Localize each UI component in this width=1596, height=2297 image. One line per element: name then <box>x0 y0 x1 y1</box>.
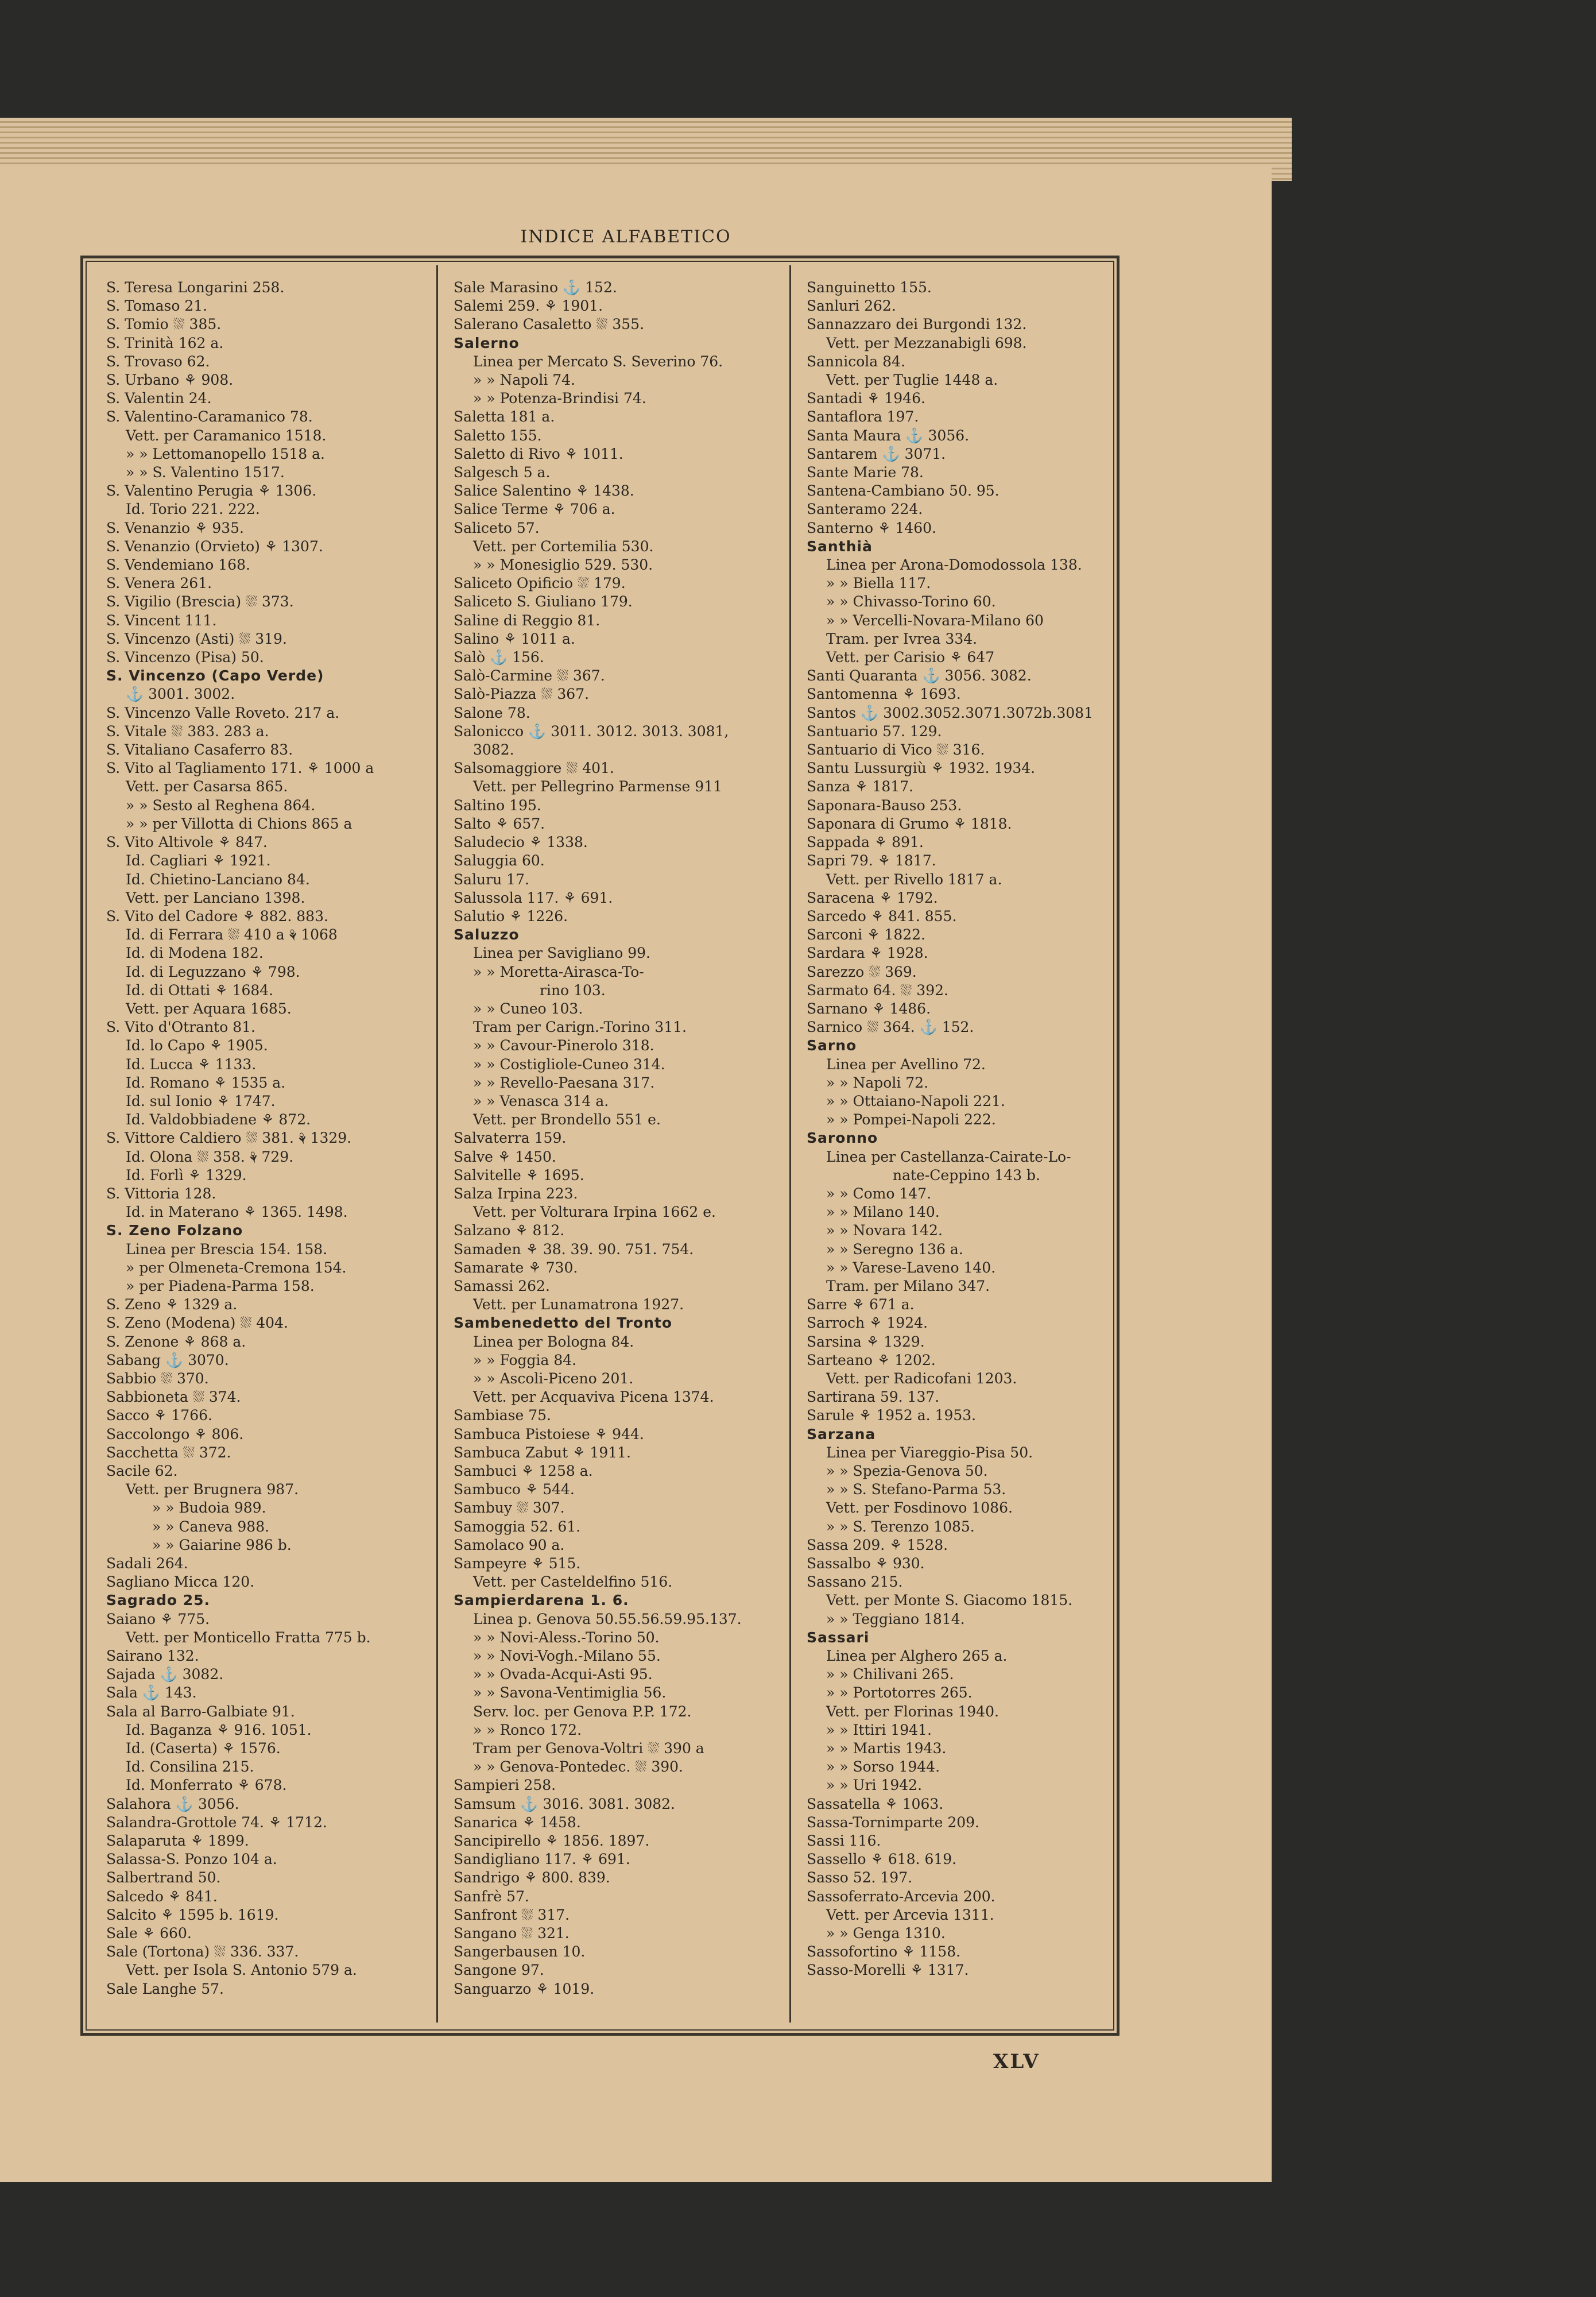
index-entry: S. Vittoria 128. <box>106 1185 216 1202</box>
index-entry: Sangano ⛆ 321. <box>454 1925 570 1942</box>
index-entry: S. Vito d'Otranto 81. <box>106 1019 255 1036</box>
index-entry: Sassatella ⚘ 1063. <box>807 1795 944 1812</box>
index-entry: Salahora ⚓ 3056. <box>106 1795 239 1812</box>
index-entry: Sampeyre ⚘ 515. <box>454 1555 581 1572</box>
index-entry: Samolaco 90 a. <box>454 1536 565 1553</box>
index-entry: Saccolongo ⚘ 806. <box>106 1425 244 1443</box>
index-entry: Santuario 57. 129. <box>807 722 942 740</box>
index-entry: Sandigliano 117. ⚘ 691. <box>454 1851 630 1868</box>
index-entry: Santuario di Vico ⛆ 316. <box>807 741 985 759</box>
index-entry: Linea per Bologna 84. <box>473 1333 634 1350</box>
index-entry: Vett. per Tuglie 1448 a. <box>826 372 998 389</box>
index-entry: » » Martis 1943. <box>826 1740 947 1757</box>
index-entry: S. Zeno (Modena) ⛆ 404. <box>106 1314 288 1332</box>
index-entry: S. Valentin 24. <box>106 390 212 407</box>
index-entry: Salcedo ⚘ 841. <box>106 1888 218 1905</box>
index-entry: Sappada ⚘ 891. <box>807 834 924 851</box>
index-entry: » » Novara 142. <box>826 1222 943 1239</box>
index-entry: Salò-Carmine ⛆ 367. <box>454 667 605 685</box>
index-entry: Saluggia 60. <box>454 852 545 869</box>
index-entry: Id. Cagliari ⚘ 1921. <box>126 852 271 869</box>
index-entry: Salice Terme ⚘ 706 a. <box>454 501 615 518</box>
index-entry: Vett. per Cortemilia 530. <box>473 537 654 555</box>
index-entry: » » Genga 1310. <box>826 1925 946 1942</box>
index-entry: Salbertrand 50. <box>106 1869 221 1886</box>
index-entry: Sairano 132. <box>106 1648 199 1665</box>
index-entry: Salzano ⚘ 812. <box>454 1222 565 1239</box>
index-entry: Vett. per Volturara Irpina 1662 e. <box>473 1204 716 1221</box>
index-entry: Id. Lucca ⚘ 1133. <box>126 1055 257 1073</box>
index-entry: Vett. per Pellegrino Parmense 911 <box>473 778 723 795</box>
index-entry: Sabang ⚓ 3070. <box>106 1351 229 1368</box>
index-entry: Salve ⚘ 1450. <box>454 1148 556 1165</box>
index-entry: Santarem ⚓ 3071. <box>807 445 946 462</box>
index-entry: S. Teresa Longarini 258. <box>106 279 285 296</box>
index-entry: Saliceto S. Giuliano 179. <box>454 593 633 610</box>
index-entry: Linea per Alghero 265 a. <box>826 1648 1008 1665</box>
index-entry: Vett. per Brugnera 987. <box>126 1481 299 1498</box>
index-entry: Sagliano Micca 120. <box>106 1573 255 1591</box>
index-entry: S. Vitale ⛆ 383. 283 a. <box>106 722 269 740</box>
index-entry: Sartirana 59. 137. <box>807 1389 940 1406</box>
index-entry: Sajada ⚓ 3082. <box>106 1666 224 1683</box>
index-entry: S. Vitaliano Casaferro 83. <box>106 741 293 759</box>
index-entry: Sannazzaro dei Burgondi 132. <box>807 316 1027 333</box>
index-entry: S. Vito al Tagliamento 171. ⚘ 1000 a <box>106 760 374 777</box>
index-entry: Sassa-Tornimparte 209. <box>807 1813 980 1831</box>
index-entry: Vett. per Mezzanabigli 698. <box>826 334 1027 351</box>
index-entry: » » Chivasso-Torino 60. <box>826 593 996 610</box>
index-entry: Samarate ⚘ 730. <box>454 1259 578 1276</box>
index-entry: » » Moretta-Airasca-To- <box>473 963 644 980</box>
index-entry: Id. Baganza ⚘ 916. 1051. <box>126 1721 312 1738</box>
index-entry: Salone 78. <box>454 704 530 721</box>
index-entry: Sala ⚓ 143. <box>106 1684 197 1702</box>
index-entry: Salò ⚓ 156. <box>454 649 544 666</box>
index-entry: Salemi 259. ⚘ 1901. <box>454 297 603 315</box>
index-entry: Id. Chietino-Lanciano 84. <box>126 871 310 888</box>
index-entry: Sanarica ⚘ 1458. <box>454 1813 581 1831</box>
index-entry: Sanluri 262. <box>807 297 896 315</box>
index-entry: Sambuy ⛆ 307. <box>454 1499 565 1517</box>
index-entry: Sante Marie 78. <box>807 464 924 481</box>
index-entry: S. Vigilio (Brescia) ⛆ 373. <box>106 593 294 610</box>
index-entry: Linea p. Genova 50.55.56.59.95.137. <box>473 1610 742 1627</box>
index-entry: Saracena ⚘ 1792. <box>807 889 938 906</box>
index-entry: Sapri 79. ⚘ 1817. <box>807 852 936 869</box>
index-entry: Vett. per Fosdinovo 1086. <box>826 1499 1013 1517</box>
index-entry: Linea per Brescia 154. 158. <box>126 1240 328 1258</box>
index-entry: Santomenna ⚘ 1693. <box>807 686 961 703</box>
index-entry: » » Ascoli-Piceno 201. <box>473 1370 634 1387</box>
index-entry: Santena-Cambiano 50. 95. <box>807 482 1000 500</box>
index-entry: Saliceto 57. <box>454 519 540 536</box>
index-entry: Salerano Casaletto ⛆ 355. <box>454 316 645 333</box>
index-entry: Sale (Tortona) ⛆ 336. 337. <box>106 1943 299 1960</box>
index-entry: Sambuci ⚘ 1258 a. <box>454 1463 593 1479</box>
index-entry: » per Olmeneta-Cremona 154. <box>126 1259 347 1276</box>
index-entry: Salgesch 5 a. <box>454 464 551 481</box>
index-entry: Id. in Materano ⚘ 1365. 1498. <box>126 1204 348 1221</box>
index-entry: Salussola 117. ⚘ 691. <box>454 889 613 906</box>
index-entry: Vett. per Lanciano 1398. <box>126 889 305 906</box>
index-entry: Vett. per Florinas 1940. <box>826 1703 999 1720</box>
index-entry: Sale ⚘ 660. <box>106 1925 192 1942</box>
index-entry: » » Venasca 314 a. <box>473 1092 609 1109</box>
index-entry: Id. Olona ⛆ 358. ⚘ 729. <box>126 1148 294 1165</box>
index-entry: Vett. per Rivello 1817 a. <box>826 871 1002 888</box>
index-entry: » » Biella 117. <box>826 575 931 592</box>
index-entry: Saluru 17. <box>454 871 529 888</box>
index-heading: S. Zeno Folzano <box>106 1222 243 1239</box>
index-entry: Tram per Carign.-Torino 311. <box>473 1019 687 1036</box>
index-entry: S. Vito del Cadore ⚘ 882. 883. <box>106 907 328 925</box>
column-rule <box>789 265 791 2023</box>
index-heading: Sambenedetto del Tronto <box>454 1314 673 1332</box>
index-entry: Sale Langhe 57. <box>106 1980 224 1997</box>
index-entry: » » Napoli 74. <box>473 372 576 389</box>
index-entry: Id. Valdobbiadene ⚘ 872. <box>126 1111 311 1128</box>
index-entry: Salvitelle ⚘ 1695. <box>454 1166 584 1184</box>
index-entry: » » Milano 140. <box>826 1204 940 1221</box>
index-entry: S. Vincent 111. <box>106 612 217 629</box>
index-entry: » » Foggia 84. <box>473 1351 577 1368</box>
index-entry: Vett. per Casarsa 865. <box>126 778 288 795</box>
index-entry: Vett. per Caramanico 1518. <box>126 427 327 444</box>
index-entry: Sambuca Zabut ⚘ 1911. <box>454 1444 631 1461</box>
index-entry: Id. Forlì ⚘ 1329. <box>126 1166 247 1184</box>
index-entry: Saletto 155. <box>454 427 542 444</box>
index-entry: Serv. loc. per Genova P.P. 172. <box>473 1703 692 1720</box>
index-entry: Sambuca Pistoiese ⚘ 944. <box>454 1425 644 1443</box>
page-number: XLV <box>993 2050 1040 2073</box>
index-entry: Linea per Arona-Domodossola 138. <box>826 556 1082 574</box>
index-entry: Salice Salentino ⚘ 1438. <box>454 482 634 500</box>
index-entry: Id. Monferrato ⚘ 678. <box>126 1777 287 1794</box>
index-entry: Sassoferrato-Arcevia 200. <box>807 1888 995 1905</box>
index-entry: Vett. per Monticello Fratta 775 b. <box>126 1629 371 1646</box>
index-entry: Sacchetta ⛆ 372. <box>106 1444 231 1461</box>
index-heading: Salerno <box>454 334 520 351</box>
index-entry: Sassofortino ⚘ 1158. <box>807 1943 961 1960</box>
index-entry: Linea per Castellanza-Cairate-Lo- <box>826 1148 1071 1165</box>
index-entry: Salcito ⚘ 1595 b. 1619. <box>106 1906 279 1923</box>
index-entry: Sanguarzo ⚘ 1019. <box>454 1980 595 1997</box>
index-entry: » » Ittiri 1941. <box>826 1721 932 1738</box>
index-entry: Id. sul Ionio ⚘ 1747. <box>126 1092 276 1109</box>
index-heading: S. Vincenzo (Capo Verde) <box>106 667 324 685</box>
index-entry: Sasso-Morelli ⚘ 1317. <box>807 1962 969 1979</box>
index-entry: Santu Lussurgiù ⚘ 1932. 1934. <box>807 760 1036 777</box>
index-entry: » » Gaiarine 986 b. <box>152 1536 292 1553</box>
index-heading: Sarno <box>807 1037 857 1054</box>
index-entry: Sarmato 64. ⛆ 392. <box>807 981 948 999</box>
index-entry: » » Genova-Pontedec. ⛆ 390. <box>473 1758 683 1776</box>
index-entry: » » Portotorres 265. <box>826 1684 973 1702</box>
index-entry: Sanfront ⛆ 317. <box>454 1906 570 1923</box>
index-entry: S. Trovaso 62. <box>106 353 210 370</box>
index-entry: Sassano 215. <box>807 1573 903 1591</box>
index-entry: Salassa-S. Ponzo 104 a. <box>106 1851 277 1868</box>
index-entry: » » per Villotta di Chions 865 a <box>126 815 352 832</box>
index-entry: Id. di Ferrara ⛆ 410 a ⚘ 1068 <box>126 926 338 943</box>
index-entry: S. Valentino Perugia ⚘ 1306. <box>106 482 317 500</box>
index-entry: Sannicola 84. <box>807 353 905 370</box>
index-entry: » » Savona-Ventimiglia 56. <box>473 1684 667 1702</box>
index-entry: Saponara-Bauso 253. <box>807 796 962 814</box>
index-entry: Sanza ⚘ 1817. <box>807 778 914 795</box>
index-entry: Vett. per Casteldelfino 516. <box>473 1573 673 1591</box>
index-entry: » » Cuneo 103. <box>473 1000 583 1017</box>
index-entry: Sarule ⚘ 1952 a. 1953. <box>807 1407 977 1424</box>
index-entry: Saline di Reggio 81. <box>454 612 601 629</box>
index-entry: Vett. per Isola S. Antonio 579 a. <box>126 1962 357 1979</box>
index-entry: Sangerbausen 10. <box>454 1943 586 1960</box>
index-entry: ⚓ 3001. 3002. <box>126 686 235 703</box>
index-entry: Saltino 195. <box>454 796 541 814</box>
index-entry: Sasso 52. 197. <box>807 1869 913 1886</box>
index-entry: » » Ronco 172. <box>473 1721 582 1738</box>
index-entry: Saiano ⚘ 775. <box>106 1610 210 1627</box>
index-entry: Sardara ⚘ 1928. <box>807 945 928 962</box>
index-entry: Sambuco ⚘ 544. <box>454 1481 575 1498</box>
index-entry: Salandra-Grottole 74. ⚘ 1712. <box>106 1813 327 1831</box>
index-entry: Sandrigo ⚘ 800. 839. <box>454 1869 610 1886</box>
index-entry: Vett. per Carisio ⚘ 647 <box>826 649 995 666</box>
index-entry: S. Valentino-Caramanico 78. <box>106 408 313 426</box>
index-entry: Sarre ⚘ 671 a. <box>807 1296 915 1313</box>
index-entry: Tram. per Milano 347. <box>826 1277 990 1294</box>
index-entry: Sala al Barro-Galbiate 91. <box>106 1703 295 1720</box>
index-entry: S. Tomio ⛆ 385. <box>106 316 222 333</box>
index-entry: Saletta 181 a. <box>454 408 555 426</box>
index-entry: Salonicco ⚓ 3011. 3012. 3013. 3081, <box>454 722 729 740</box>
index-entry: » » Novi-Vogh.-Milano 55. <box>473 1648 661 1665</box>
index-entry: » per Piadena-Parma 158. <box>126 1277 315 1294</box>
index-entry: S. Zeno ⚘ 1329 a. <box>106 1296 238 1313</box>
index-entry: rino 103. <box>540 981 606 999</box>
index-entry: » » Ottaiano-Napoli 221. <box>826 1092 1005 1109</box>
index-entry: Saletto di Rivo ⚘ 1011. <box>454 445 623 462</box>
index-entry: » » S. Stefano-Parma 53. <box>826 1481 1006 1498</box>
index-entry: Santos ⚓ 3002.3052.3071.3072b.3081 <box>807 704 1093 721</box>
index-entry: Sassi 116. <box>807 1832 881 1850</box>
running-head: INDICE ALFABETICO <box>520 227 731 247</box>
index-entry: Sarezzo ⛆ 369. <box>807 963 917 980</box>
index-entry: Salino ⚘ 1011 a. <box>454 630 575 647</box>
index-entry: » » Vercelli-Novara-Milano 60 <box>826 612 1044 629</box>
index-entry: S. Vittore Caldiero ⛆ 381. ⚘ 1329. <box>106 1130 352 1147</box>
index-frame <box>80 256 1119 2036</box>
index-entry: Vett. per Brondello 551 e. <box>473 1111 661 1128</box>
index-entry: » » Costigliole-Cuneo 314. <box>473 1055 665 1073</box>
index-entry: S. Tomaso 21. <box>106 297 208 315</box>
index-entry: Santi Quaranta ⚓ 3056. 3082. <box>807 667 1032 685</box>
index-entry: » » Ovada-Acqui-Asti 95. <box>473 1666 653 1683</box>
index-entry: Sabbio ⛆ 370. <box>106 1370 209 1387</box>
index-entry: S. Venanzio (Orvieto) ⚘ 1307. <box>106 537 323 555</box>
index-column-2 <box>454 279 775 2018</box>
index-entry: » » Sorso 1944. <box>826 1758 940 1776</box>
index-entry: Salza Irpina 223. <box>454 1185 578 1202</box>
index-entry: Santadi ⚘ 1946. <box>807 390 925 407</box>
index-entry: » » Spezia-Genova 50. <box>826 1463 988 1479</box>
index-entry: S. Vendemiano 168. <box>106 556 250 574</box>
index-entry: Vett. per Arcevia 1311. <box>826 1906 994 1923</box>
index-entry: » » Como 147. <box>826 1185 932 1202</box>
index-entry: Sarroch ⚘ 1924. <box>807 1314 928 1332</box>
index-entry: Sarcedo ⚘ 841. 855. <box>807 907 957 925</box>
index-entry: Linea per Savigliano 99. <box>473 945 650 962</box>
index-entry: Vett. per Lunamatrona 1927. <box>473 1296 684 1313</box>
index-entry: Id. lo Capo ⚘ 1905. <box>126 1037 268 1054</box>
index-entry: S. Venera 261. <box>106 575 212 592</box>
index-entry: » » Seregno 136 a. <box>826 1240 963 1258</box>
index-entry: » » Teggiano 1814. <box>826 1610 965 1627</box>
index-entry: Id. (Caserta) ⚘ 1576. <box>126 1740 281 1757</box>
index-entry: Samassi 262. <box>454 1277 550 1294</box>
index-entry: Sangone 97. <box>454 1962 544 1979</box>
index-entry: Sanfrè 57. <box>454 1888 529 1905</box>
index-entry: » » Revello-Paesana 317. <box>473 1074 655 1091</box>
index-entry: S. Zenone ⚘ 868 a. <box>106 1333 246 1350</box>
index-entry: Sabbioneta ⛆ 374. <box>106 1389 241 1406</box>
index-entry: Tram. per Ivrea 334. <box>826 630 978 647</box>
index-entry: 3082. <box>473 741 514 759</box>
index-entry: Sale Marasino ⚓ 152. <box>454 279 617 296</box>
index-entry: Sambiase 75. <box>454 1407 551 1424</box>
index-entry: S. Venanzio ⚘ 935. <box>106 519 244 536</box>
index-entry: » » Varese-Laveno 140. <box>826 1259 996 1276</box>
index-entry: Saponara di Grumo ⚘ 1818. <box>807 815 1012 832</box>
index-entry: Linea per Mercato S. Severino 76. <box>473 353 723 370</box>
index-entry: Linea per Viareggio-Pisa 50. <box>826 1444 1033 1461</box>
index-entry: Sarconi ⚘ 1822. <box>807 926 926 943</box>
index-entry: Samsum ⚓ 3016. 3081. 3082. <box>454 1795 675 1812</box>
index-entry: Samoggia 52. 61. <box>454 1518 581 1535</box>
index-entry: Sacco ⚘ 1766. <box>106 1407 212 1424</box>
index-entry: Salaparuta ⚘ 1899. <box>106 1832 249 1850</box>
index-entry: Tram per Genova-Voltri ⛆ 390 a <box>473 1740 704 1757</box>
index-entry: » » Pompei-Napoli 222. <box>826 1111 996 1128</box>
index-entry: Sadali 264. <box>106 1555 188 1572</box>
index-entry: S. Trinità 162 a. <box>106 334 224 351</box>
index-heading: Sagrado 25. <box>106 1592 211 1609</box>
book-page <box>0 167 1272 2182</box>
index-entry: Sanguinetto 155. <box>807 279 932 296</box>
index-entry: Id. Torio 221. 222. <box>126 501 260 518</box>
index-entry: Sampieri 258. <box>454 1777 556 1794</box>
index-entry: Vett. per Aquara 1685. <box>126 1000 292 1017</box>
index-entry: Salvaterra 159. <box>454 1130 567 1147</box>
index-heading: Sampierdarena 1. 6. <box>454 1592 629 1609</box>
index-entry: » » Napoli 72. <box>826 1074 929 1091</box>
index-entry: » » Budoia 989. <box>152 1499 266 1517</box>
index-entry: » » Lettomanopello 1518 a. <box>126 445 325 462</box>
index-entry: S. Vincenzo Valle Roveto. 217 a. <box>106 704 340 721</box>
index-heading: Saluzzo <box>454 926 520 943</box>
index-entry: » » Potenza-Brindisi 74. <box>473 390 646 407</box>
index-column-1 <box>106 279 428 2018</box>
index-column-3 <box>807 279 1108 2018</box>
index-entry: » » Cavour-Pinerolo 318. <box>473 1037 654 1054</box>
index-entry: Santerno ⚘ 1460. <box>807 519 936 536</box>
index-entry: Vett. per Monte S. Giacomo 1815. <box>826 1592 1073 1609</box>
index-entry: S. Vincenzo (Asti) ⛆ 319. <box>106 630 287 647</box>
index-heading: Saronno <box>807 1130 878 1147</box>
index-entry: S. Vincenzo (Pisa) 50. <box>106 649 264 666</box>
index-entry: » » Uri 1942. <box>826 1777 923 1794</box>
index-entry: Sarnano ⚘ 1486. <box>807 1000 931 1017</box>
index-entry: Sassalbo ⚘ 930. <box>807 1555 925 1572</box>
index-heading: Sassari <box>807 1629 870 1646</box>
index-entry: » » Novi-Aless.-Torino 50. <box>473 1629 660 1646</box>
index-entry: Sarsina ⚘ 1329. <box>807 1333 925 1350</box>
index-entry: Salutio ⚘ 1226. <box>454 907 568 925</box>
index-entry: Id. Consilina 215. <box>126 1758 254 1776</box>
index-entry: Saludecio ⚘ 1338. <box>454 834 588 851</box>
column-rule <box>436 265 438 2023</box>
index-entry: Sarteano ⚘ 1202. <box>807 1351 936 1368</box>
index-entry: Id. di Ottati ⚘ 1684. <box>126 981 274 999</box>
index-entry: nate-Ceppino 143 b. <box>893 1166 1040 1184</box>
index-entry: Salò-Piazza ⛆ 367. <box>454 686 590 703</box>
index-entry: Sancipirello ⚘ 1856. 1897. <box>454 1832 650 1850</box>
index-entry: » » S. Valentino 1517. <box>126 464 285 481</box>
index-entry: Vett. per Acquaviva Picena 1374. <box>473 1389 714 1406</box>
index-entry: S. Vito Altivole ⚘ 847. <box>106 834 268 851</box>
index-entry: » » Caneva 988. <box>152 1518 270 1535</box>
index-entry: Salsomaggiore ⛆ 401. <box>454 760 614 777</box>
index-entry: Samaden ⚘ 38. 39. 90. 751. 754. <box>454 1240 694 1258</box>
index-entry: Santaflora 197. <box>807 408 919 426</box>
index-entry: Vett. per Radicofani 1203. <box>826 1370 1017 1387</box>
index-entry: » » Chilivani 265. <box>826 1666 954 1683</box>
index-entry: Id. di Leguzzano ⚘ 798. <box>126 963 300 980</box>
index-entry: Santeramo 224. <box>807 501 923 518</box>
index-entry: Sacile 62. <box>106 1463 178 1479</box>
index-entry: » » Sesto al Reghena 864. <box>126 796 316 814</box>
index-entry: Salto ⚘ 657. <box>454 815 545 832</box>
index-entry: Sassa 209. ⚘ 1528. <box>807 1536 948 1553</box>
index-entry: Sarnico ⛆ 364. ⚓ 152. <box>807 1019 974 1036</box>
index-entry: Id. di Modena 182. <box>126 945 264 962</box>
index-entry: » » Monesiglio 529. 530. <box>473 556 653 574</box>
index-entry: S. Urbano ⚘ 908. <box>106 372 234 389</box>
index-heading: Santhià <box>807 537 873 555</box>
index-heading: Sarzana <box>807 1425 876 1443</box>
index-entry: Sassello ⚘ 618. 619. <box>807 1851 957 1868</box>
index-entry: Linea per Avellino 72. <box>826 1055 986 1073</box>
index-entry: » » S. Terenzo 1085. <box>826 1518 975 1535</box>
index-entry: Saliceto Opificio ⛆ 179. <box>454 575 626 592</box>
index-entry: Santa Maura ⚓ 3056. <box>807 427 970 444</box>
index-entry: Id. Romano ⚘ 1535 a. <box>126 1074 286 1091</box>
